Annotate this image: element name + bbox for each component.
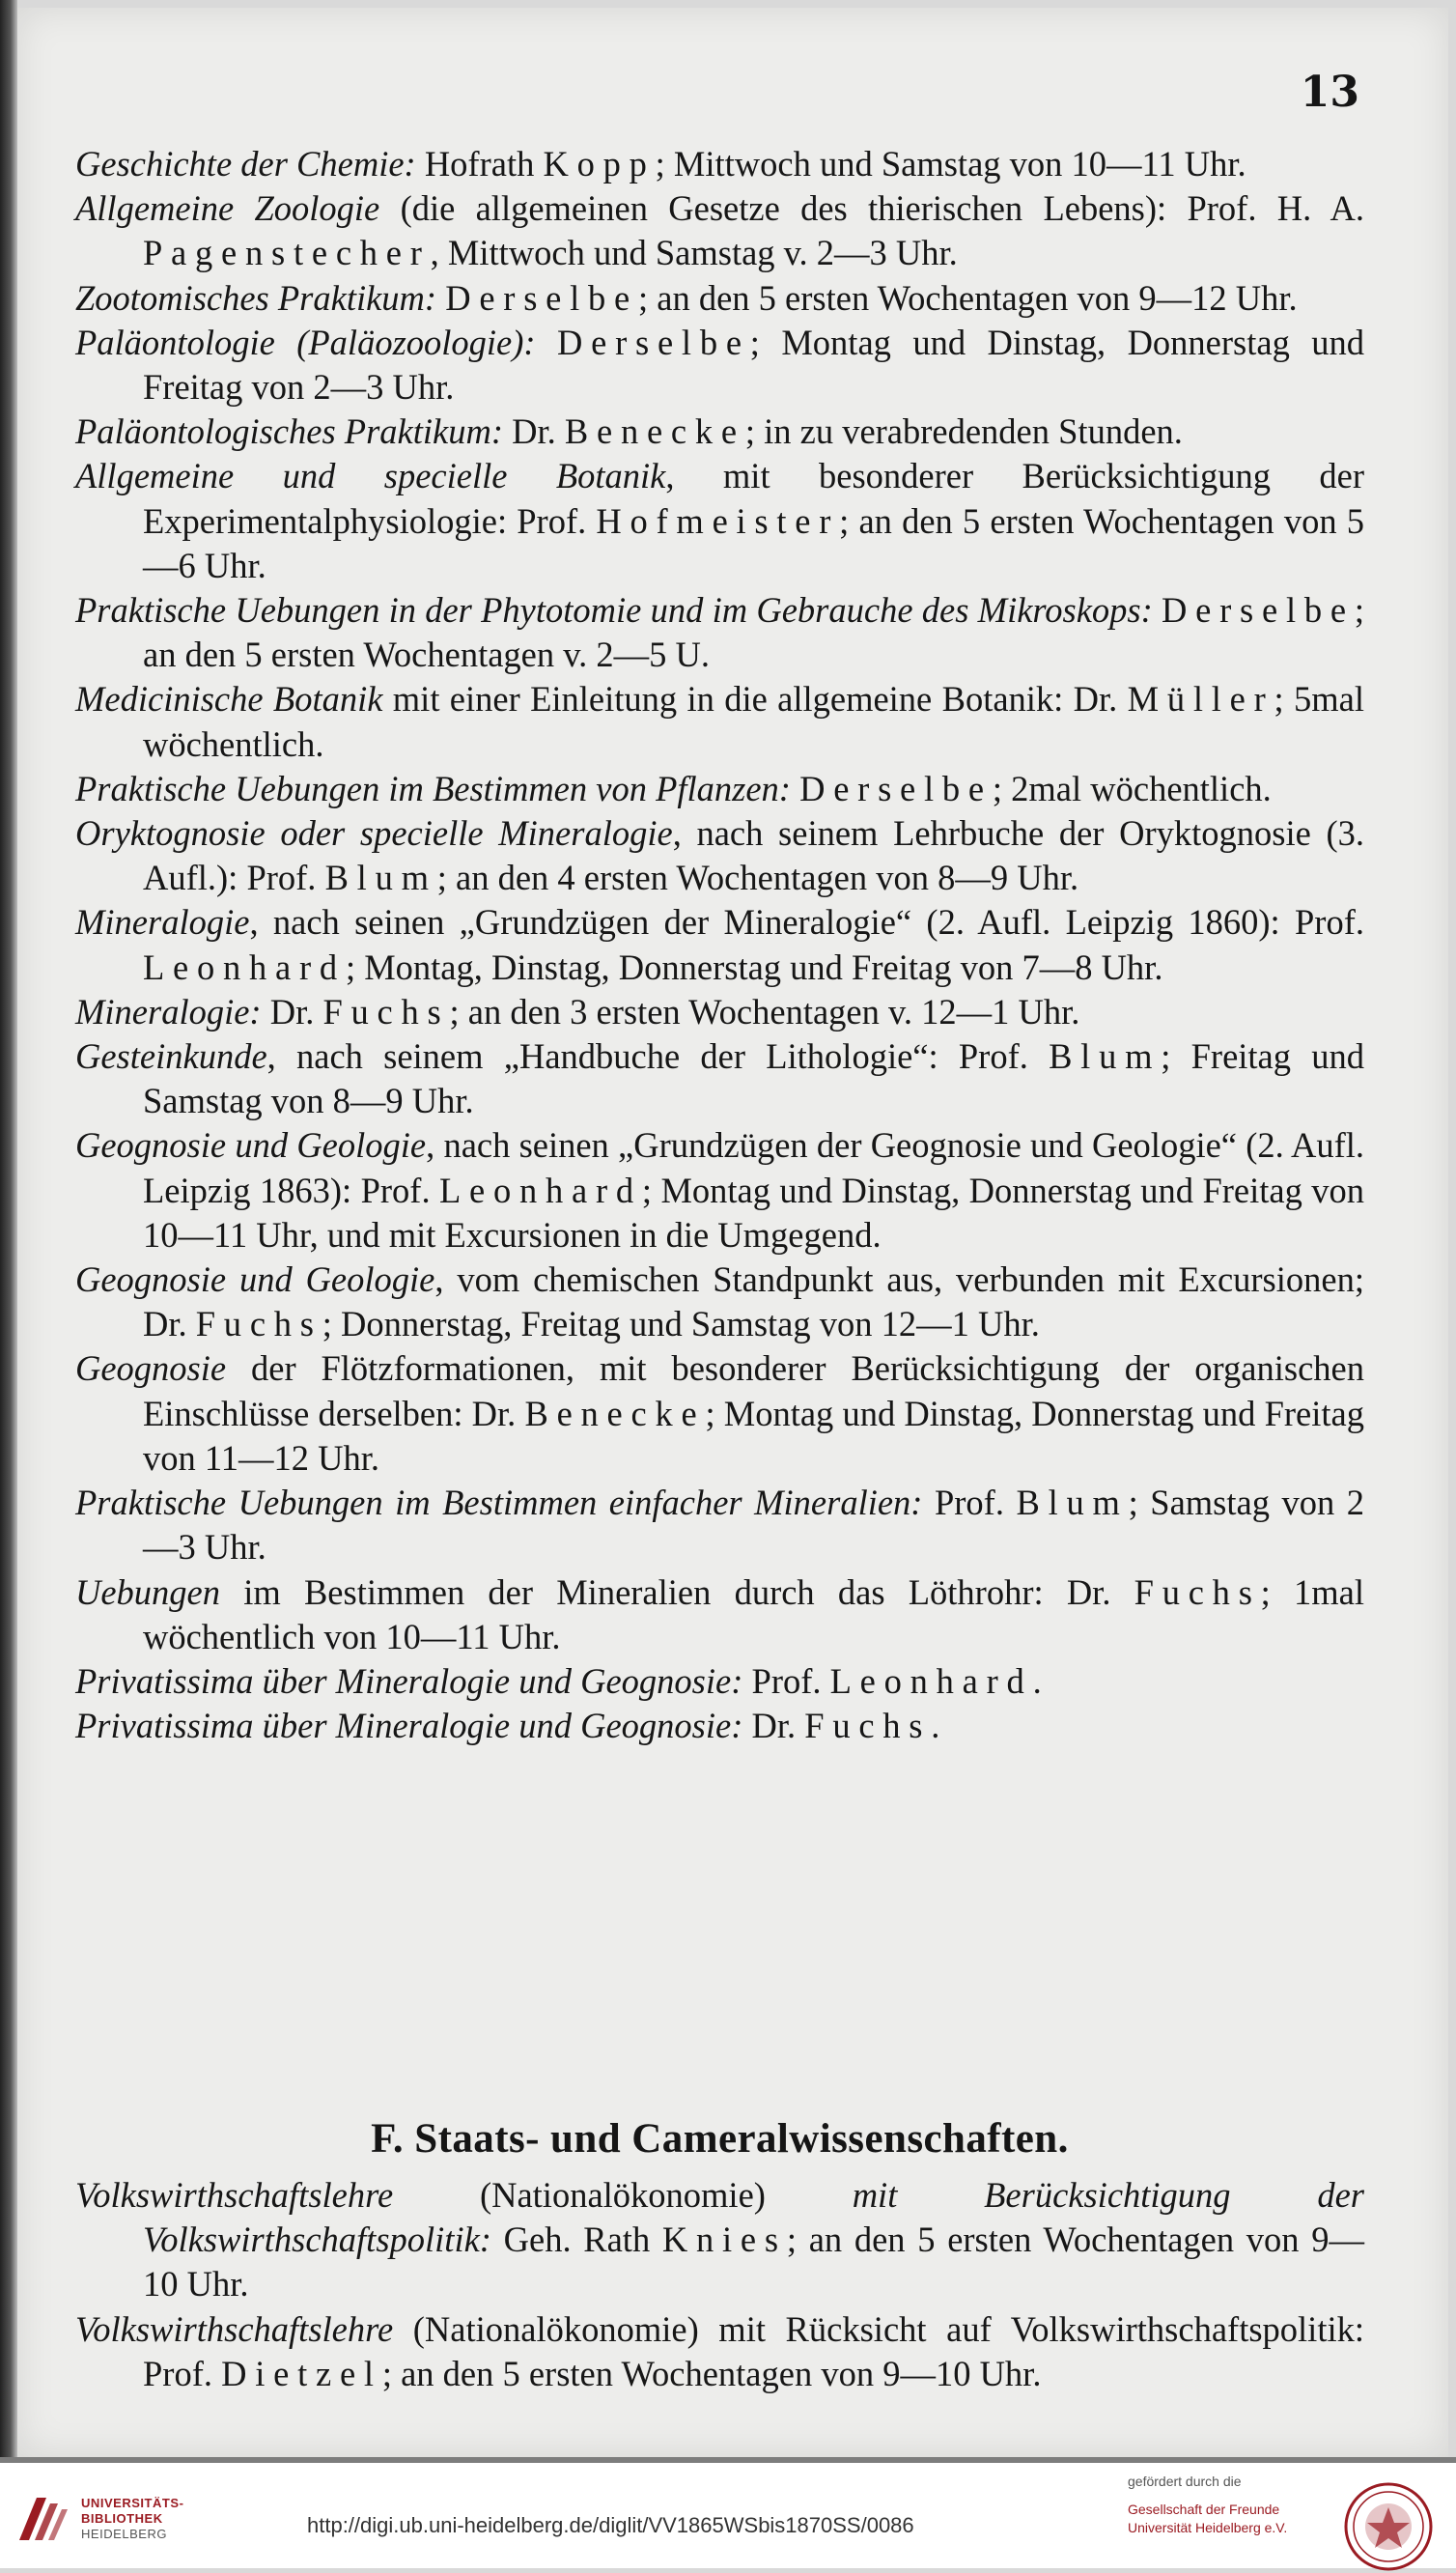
university-seal-icon[interactable] (1342, 2480, 1435, 2573)
lecture-title: Zootomisches Praktikum: (75, 277, 437, 318)
lecture-entry (75, 1704, 1364, 1748)
lecture-details: ; Donnerstag, Freitag und Samstag von 12—1 Uhr. (322, 1304, 1040, 1344)
lecture-entry (75, 1034, 1364, 1123)
sponsor-lead: gefördert durch die (1128, 2474, 1242, 2489)
lecturer-name: Fuchs (1134, 1571, 1261, 1612)
lecture-title: Volkswirthschaftslehre (75, 2175, 394, 2215)
lecture-entry (75, 1570, 1364, 1659)
lecturer-name: Fuchs (322, 991, 450, 1032)
lecture-entry (75, 1659, 1364, 1704)
lecture-details: Dr. (503, 411, 565, 452)
lecture-details: ; 1mal wöchentlich von 10—11 Uhr. (143, 1571, 1364, 1656)
lecture-details: ; an den 4 ersten Wochentagen von 8—9 Uhr. (436, 858, 1079, 898)
lecturer-name: Knies (661, 2220, 787, 2260)
lecture-details: Dr. (261, 991, 323, 1032)
lecture-entry (75, 2173, 1364, 2307)
library-logo-icon[interactable] (14, 2492, 71, 2546)
lecture-title: Praktische Uebungen im Bestimmen einfacher Mineralien: (75, 1483, 923, 1523)
lecture-details: ; 2mal wöchentlich. (992, 768, 1272, 808)
lecture-title: Paläontologisches Praktikum: (75, 411, 503, 452)
lecture-entry (75, 1258, 1364, 1346)
lecture-details: , Mittwoch und Samstag v. 2—3 Uhr. (430, 233, 958, 273)
lecturer-name: Blum (1016, 1483, 1129, 1523)
lecture-details: ; an den 5 ersten Wochentagen von 9—10 Uhr. (381, 2353, 1042, 2393)
lecture-details: Hofrath (415, 144, 544, 184)
lecture-details: , nach seinen „Grundzügen der Mineralogie“ (2. Aufl. Leipzig 1860): Prof. (249, 902, 1364, 943)
lecture-details: Geh. Rath (490, 2220, 662, 2260)
lecturer-name: Leonhard (143, 947, 346, 987)
lecture-details: ; Freitag und Samstag von 8—9 Uhr. (143, 1036, 1364, 1121)
lecture-entry (75, 811, 1364, 900)
lecture-details: ; an den 5 ersten Wochentagen von 9—10 Uhr. (143, 2220, 1364, 2304)
lecturer-name: Hofmeister (596, 500, 840, 541)
lecture-title: Allgemeine Zoologie (75, 188, 380, 229)
lecturer-name: Müller (1127, 679, 1274, 720)
lecture-details: ; Mittwoch und Samstag von 10—11 Uhr. (655, 144, 1246, 184)
lecture-details: (Nationalökonomie) (393, 2175, 853, 2215)
lecture-entry (75, 588, 1364, 677)
lecture-details: (die allgemeinen Gesetze des thierischen Lebens): Prof. H. A. (379, 188, 1364, 229)
lecture-entry (75, 1123, 1364, 1258)
lecture-details: im Bestimmen der Mineralien durch das Löthrohr: Dr. (220, 1571, 1134, 1612)
lecturer-name: Derselbe (557, 322, 750, 362)
lecture-entry (75, 1481, 1364, 1569)
library-name (81, 2496, 183, 2542)
lecture-details: Prof. (922, 1483, 1017, 1523)
sponsor-credit (1128, 2473, 1334, 2537)
lecture-title: Praktische Uebungen im Bestimmen von Pflanzen: (75, 768, 791, 808)
lecture-entry (75, 900, 1364, 989)
lecture-title: Mineralogie: (75, 991, 262, 1032)
lecturer-name: Benecke (564, 411, 745, 452)
lecture-details: ; Montag und Dinstag, Donnerstag und Freitag von 11—12 Uhr. (143, 1393, 1364, 1478)
lecture-details: ; in zu verabredenden Stunden. (744, 411, 1183, 452)
lecture-entry (75, 2307, 1364, 2396)
lecture-details: (Nationalökonomie) mit Rücksicht auf Volkswirthschaftspolitik: Prof. (143, 2308, 1364, 2393)
lecturer-name: Blum (1049, 1036, 1162, 1077)
library-name-line: HEIDELBERG (81, 2527, 168, 2541)
lecture-title: Oryktognosie oder specielle Mineralogie (75, 813, 673, 854)
scan-left-edge (0, 0, 17, 2461)
lecturer-name: Blum (324, 858, 437, 898)
lecture-details: ; Samstag von 2—3 Uhr. (143, 1483, 1364, 1568)
lecture-entry (75, 410, 1364, 454)
lecture-title: Mineralogie (75, 902, 250, 943)
lecture-details: . (931, 1706, 940, 1746)
sponsor-name-line: Universität Heidelberg e.V. (1128, 2520, 1288, 2535)
lecture-entry (75, 321, 1364, 410)
lecture-title: Uebungen (75, 1571, 221, 1612)
lecture-details: Prof. (742, 1660, 830, 1701)
lecture-entry (75, 677, 1364, 766)
lecture-title: Privatissima über Mineralogie und Geognosie: (75, 1706, 743, 1746)
lecture-title-continued: mit Berücksichtigung der Volkswirthschaftspolitik: (143, 2175, 1364, 2260)
lecturer-name: Kopp (543, 144, 656, 184)
page-number: 13 (1300, 68, 1359, 117)
lecturer-name: Derselbe (1162, 590, 1355, 631)
lecture-entry (75, 1346, 1364, 1481)
lecture-title: Praktische Uebungen in der Phytotomie und im Gebrauche des Mikroskops: (75, 590, 1153, 631)
lecturer-name: Dietzel (221, 2353, 382, 2393)
lecture-details: ; an den 5 ersten Wochentagen v. 2—5 U. (143, 590, 1364, 675)
lecture-entry (75, 454, 1364, 588)
lecture-entry (75, 990, 1364, 1034)
lecture-details: , nach seinem Lehrbuche der Oryktognosie (3. Aufl.): Prof. (143, 813, 1364, 898)
lecture-details: Dr. (742, 1706, 805, 1746)
lecturer-name: Derselbe (799, 768, 993, 808)
section-heading: F. Staats- und Cameralwissenschaften. (371, 2116, 1069, 2162)
lecture-details: , nach seinen „Grundzügen der Geognosie und Geologie“ (2. Aufl. Leipzig 1863): Prof. (143, 1125, 1364, 1210)
permalink-url[interactable]: http://digi.ub.uni-heidelberg.de/diglit/VV1865WSbis1870SS/0086 (307, 2513, 914, 2537)
lecture-title: Allgemeine und specielle Botanik (75, 456, 666, 496)
sponsor-name-line: Gesellschaft der Freunde (1128, 2502, 1280, 2517)
lecture-details: ; Montag, Dinstag, Donnerstag und Freitag von 7—8 Uhr. (345, 947, 1163, 987)
lecturer-name: Derselbe (445, 277, 638, 318)
lecturer-name: Leonhard (438, 1170, 642, 1210)
lecture-details: ; 5mal wöchentlich. (143, 679, 1364, 764)
lecture-details: mit einer Einleitung in die allgemeine Botanik: Dr. (382, 679, 1128, 720)
lecture-title: Gesteinkunde (75, 1036, 267, 1077)
lecture-entry (75, 767, 1364, 811)
lecture-details: der Flötzformationen, mit besonderer Berücksichtigung der organischen Einschlüsse derselben: Dr. (143, 1348, 1364, 1433)
lecture-list-section-f (75, 2173, 1364, 2396)
lecture-details (1153, 590, 1162, 630)
lecture-details (436, 278, 445, 318)
lecture-title: Privatissima über Mineralogie und Geognosie: (75, 1660, 743, 1701)
viewer-footer (0, 2463, 1456, 2568)
lecturer-name: Leonhard (829, 1660, 1033, 1701)
lecture-entry (75, 186, 1364, 275)
lecture-title: Volkswirthschaftslehre (75, 2308, 394, 2349)
lecturer-name: Fuchs (804, 1706, 932, 1746)
lecture-title: Geognosie (75, 1348, 227, 1389)
lecture-details: , nach seinem „Handbuche der Lithologie“: Prof. (266, 1036, 1050, 1077)
lecture-title: Medicinische Botanik (75, 679, 383, 720)
library-name-line: BIBLIOTHEK (81, 2511, 163, 2526)
lecture-details: ; an den 3 ersten Wochentagen v. 12—1 Uhr. (449, 991, 1080, 1032)
lecture-details: ; Montag und Dinstag, Donnerstag und Freitag von 2—3 Uhr. (143, 322, 1365, 408)
lecturer-name: Pagenstecher (143, 233, 431, 273)
lecture-title: Geognosie und Geologie (75, 1125, 427, 1166)
lecture-entry (75, 276, 1364, 321)
lecture-details: ; Montag und Dinstag, Donnerstag und Freitag von 10—11 Uhr, und mit Excursionen in die Umgegend. (143, 1170, 1364, 1255)
lecture-details (536, 323, 557, 362)
lecture-details: . (1032, 1660, 1042, 1701)
lecture-title: Geschichte der Chemie: (75, 144, 416, 184)
lecture-list (75, 142, 1364, 1748)
lecture-title: Paläontologie (Paläozoologie): (75, 322, 536, 362)
lecture-details: ; an den 5 ersten Wochentagen von 5—6 Uhr. (143, 500, 1364, 585)
lecturer-name: Fuchs (195, 1304, 322, 1344)
lecture-title: Geognosie und Geologie (75, 1259, 435, 1300)
lecture-details: , vom chemischen Standpunkt aus, verbunden mit Excursionen; Dr. (143, 1259, 1364, 1344)
lecture-details: ; an den 5 ersten Wochentagen von 9—12 Uhr. (638, 277, 1298, 318)
lecturer-name: Benecke (524, 1393, 706, 1433)
lecture-entry (75, 142, 1364, 186)
library-name-line: UNIVERSITÄTS- (81, 2496, 184, 2510)
lecture-details: , mit besonderer Berücksichtigung der Experimentalphysiologie: Prof. (143, 456, 1365, 541)
lecture-details (791, 769, 799, 808)
